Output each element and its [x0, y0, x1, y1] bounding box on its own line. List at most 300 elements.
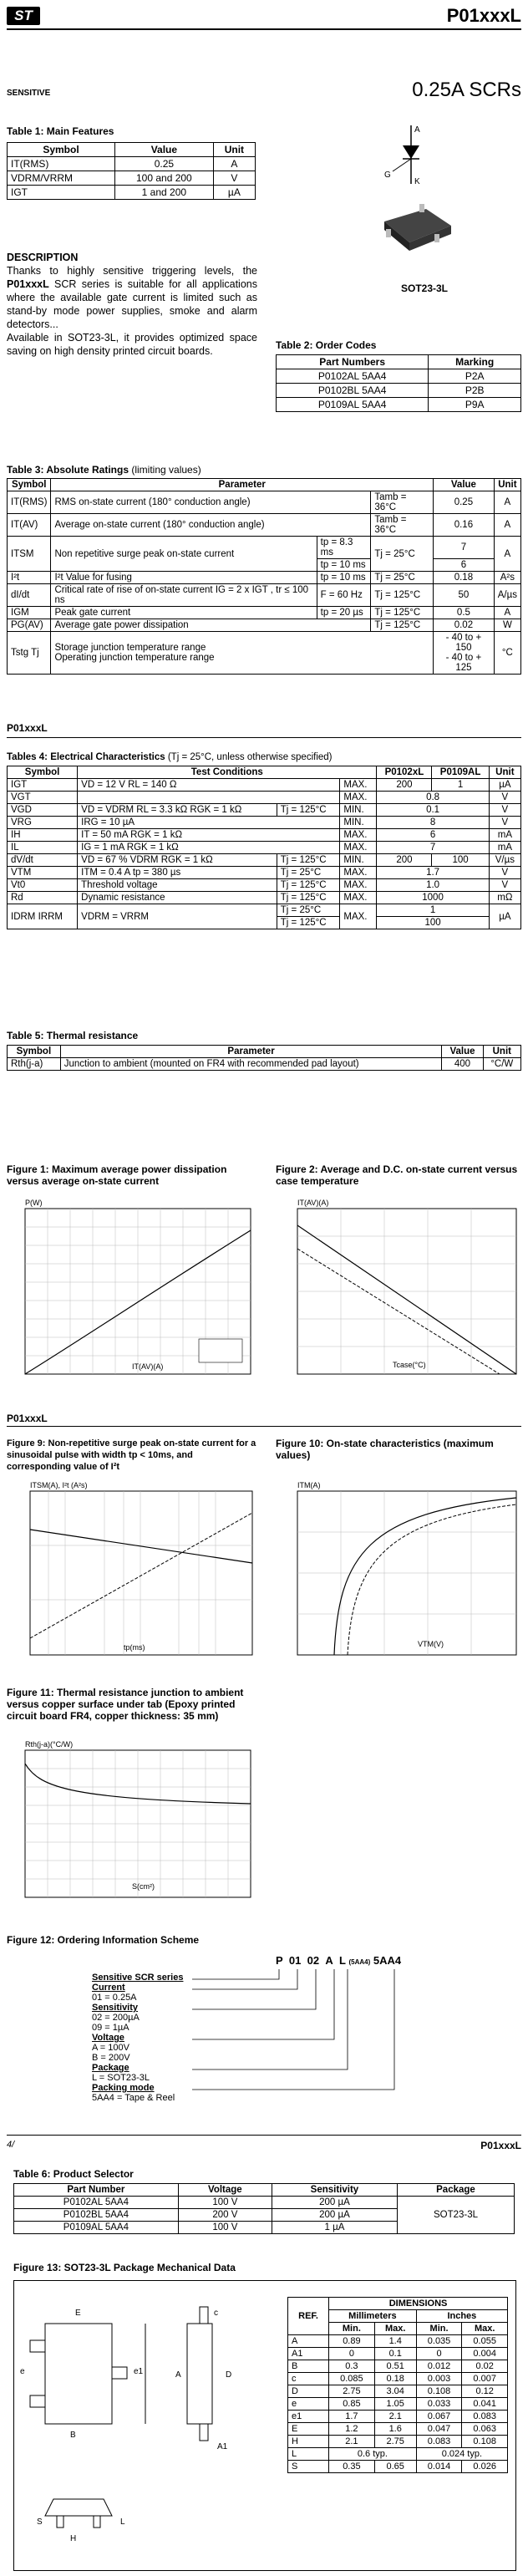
footer-part-number: P01xxxL	[480, 2140, 521, 2151]
table3-header: Unit	[494, 479, 520, 491]
svg-text:E: E	[75, 2309, 81, 2318]
fig2-chart	[276, 1197, 521, 1391]
fig1-inset	[199, 1339, 242, 1362]
ordering-scheme	[92, 1954, 426, 2121]
table3-cell: tp = 20 µs	[317, 607, 371, 619]
table4	[7, 766, 521, 929]
table4-cell: 8	[377, 817, 489, 829]
table3-caption: Table 3: Absolute Ratings (limiting values)	[7, 464, 201, 476]
table4-header: P0109AL	[432, 766, 489, 779]
table4-cell: VRG	[8, 817, 78, 829]
dims-cell: 0.108	[462, 2436, 508, 2448]
fig2-caption: Figure 2: Average and D.C. on-state current versus case temperature	[276, 1163, 518, 1187]
table4-header: Symbol	[8, 766, 78, 779]
table6-cell: P0102AL 5AA4	[14, 2197, 179, 2209]
dims-cell: 0.18	[374, 2373, 416, 2385]
table2-header: Part Numbers	[277, 355, 429, 369]
section-label-2: P01xxxL	[7, 1413, 48, 1424]
dims-cell: e1	[288, 2411, 329, 2423]
description-para-1: Thanks to highly sensitive triggering levels, the P01xxxL SCR series is suitable for all applications where the available gate current is limited such as stand-by mode power supplies, smoke and alarm detectors...	[7, 265, 257, 330]
table1-cell: V	[213, 171, 255, 186]
dims-cell: 0	[329, 2348, 375, 2360]
table5-caption: Table 5: Thermal resistance	[7, 1030, 139, 1041]
table4-cell: 0.8	[377, 792, 489, 804]
table3-header: Value	[434, 479, 495, 491]
table4-cell: MIN.	[340, 804, 377, 817]
table4-cell: 1000	[377, 892, 489, 904]
table2-header: Marking	[429, 355, 521, 369]
svg-text:L: L	[120, 2517, 125, 2527]
table3-cell: Storage junction temperature range Operating junction temperature range	[51, 632, 434, 675]
dimensions-table	[287, 2297, 508, 2473]
dims-cell: 0.063	[462, 2423, 508, 2436]
dims-cell: 1.2	[329, 2423, 375, 2436]
table3-cell: IGM	[8, 607, 51, 619]
svg-text:H: H	[70, 2534, 77, 2543]
dims-cell: 2.1	[329, 2436, 375, 2448]
fig1-svg	[7, 1197, 257, 1391]
table3-cell: F = 60 Hz	[317, 584, 371, 607]
table3-cell: A	[494, 491, 520, 514]
table3-cell: A	[494, 537, 520, 572]
table4-cell: VD = 12 V RL = 140 Ω	[78, 779, 340, 792]
dims-cell: 0.085	[329, 2373, 375, 2385]
table2-cell: P0102AL 5AA4	[277, 369, 429, 384]
table4-cell: V	[489, 879, 520, 892]
dims-cell: 0.89	[329, 2335, 375, 2348]
page-number: 4/	[7, 2140, 15, 2150]
dims-cell: 0.014	[416, 2461, 462, 2473]
table1-header: Symbol	[8, 143, 115, 157]
fig2-ylabel: IT(AV)(A)	[297, 1199, 329, 1207]
table3-cell: Tj = 125°C	[371, 619, 434, 632]
table4-cell: µA	[489, 904, 520, 929]
table5	[7, 1045, 521, 1071]
dims-cell: 0.067	[416, 2411, 462, 2423]
table6-cell: SOT23-3L	[397, 2197, 514, 2234]
table3-cell: I²t Value for fusing	[51, 572, 317, 584]
dims-cell: 2.1	[374, 2411, 416, 2423]
table5-cell: 400	[442, 1058, 483, 1071]
dims-cell: 0	[416, 2348, 462, 2360]
dims-header: Max.	[374, 2323, 416, 2335]
table2-cell: P2A	[429, 369, 521, 384]
table3-cell: Tj = 25°C	[371, 537, 434, 572]
dims-cell: 0.083	[462, 2411, 508, 2423]
fig10-xlabel: VTM(V)	[418, 1640, 444, 1648]
table4-cell: µA	[489, 779, 520, 792]
table4-cell: Rd	[8, 892, 78, 904]
dims-cell: 0.035	[416, 2335, 462, 2348]
table4-header: P0102xL	[377, 766, 432, 779]
dims-cell: H	[288, 2436, 329, 2448]
table4-cell: MAX.	[340, 792, 377, 804]
section-rule	[7, 737, 521, 738]
table3-cell: Tamb = 36°C	[371, 491, 434, 514]
page-part-number: P01xxxL	[446, 5, 521, 26]
table4-header: Test Conditions	[78, 766, 377, 779]
table6-header: Package	[397, 2184, 514, 2197]
table6-cell: 200 µA	[272, 2197, 397, 2209]
fig1-ylabel: P(W)	[25, 1199, 43, 1207]
table4-cell: V	[489, 867, 520, 879]
dims-header: DIMENSIONS	[329, 2298, 508, 2310]
table3-cell: Tstg Tj	[8, 632, 51, 675]
dims-cell: 1.4	[374, 2335, 416, 2348]
table3-cell: A	[494, 514, 520, 537]
table3-cell: Average on-state current (180° conduction angle)	[51, 514, 371, 537]
table3-cell: 50	[434, 584, 495, 607]
table3-cell: IT(AV)	[8, 514, 51, 537]
dims-cell: 0.85	[329, 2398, 375, 2411]
table6-cell: P0102BL 5AA4	[14, 2209, 179, 2222]
table4-cell: IGT	[8, 779, 78, 792]
fig9-chart	[7, 1479, 257, 1663]
table4-cell: IRG = 10 µA	[78, 817, 340, 829]
table3-cell: 0.18	[434, 572, 495, 584]
table6-cell: 100 V	[178, 2197, 272, 2209]
table4-cell: VGT	[8, 792, 78, 804]
description-heading: DESCRIPTION	[7, 252, 79, 263]
dims-cell: 0.108	[416, 2385, 462, 2398]
table4-cell: 0.1	[377, 804, 489, 817]
fig11-caption: Figure 11: Thermal resistance junction to ambient versus copper surface under tab (Epoxy printed circuit board FR4, copper thickness: 35 mm)	[7, 1687, 244, 1722]
dims-cell: 0.02	[462, 2360, 508, 2373]
table4-cell: VD = VDRM RL = 3.3 kΩ RGK = 1 kΩ	[78, 804, 277, 817]
table3-cell: RMS on-state current (180° conduction angle)	[51, 491, 371, 514]
table4-cell: V	[489, 817, 520, 829]
table6-header: Voltage	[178, 2184, 272, 2197]
dims-cell: 2.75	[374, 2436, 416, 2448]
table5-header: Parameter	[60, 1046, 442, 1058]
table4-cell: 100	[432, 854, 489, 867]
package-label: SOT23-3L	[401, 283, 449, 294]
dims-cell: 0.1	[374, 2348, 416, 2360]
dims-cell: 0.6 typ.	[329, 2448, 417, 2461]
table1-caption: Table 1: Main Features	[7, 125, 114, 137]
table3-cell: I²t	[8, 572, 51, 584]
table3-cell: - 40 to + 150 - 40 to + 125	[434, 632, 495, 675]
table2-cell: P0109AL 5AA4	[277, 398, 429, 412]
table4-cell: IDRM IRRM	[8, 904, 78, 929]
table3-cell: Peak gate current	[51, 607, 317, 619]
fig2-svg	[276, 1197, 521, 1391]
header-rule	[7, 28, 521, 30]
dims-cell: B	[288, 2360, 329, 2373]
dims-header: Min.	[329, 2323, 375, 2335]
table4-cell: MAX.	[340, 779, 377, 792]
table6-header: Sensitivity	[272, 2184, 397, 2197]
dims-header: REF.	[288, 2298, 329, 2335]
table4-cell: 200	[377, 854, 432, 867]
table4-cell: V	[489, 804, 520, 817]
table3-cell: IT(RMS)	[8, 491, 51, 514]
table1-cell: 0.25	[115, 157, 214, 171]
fig9-ylabel: ITSM(A), I²t (A²s)	[30, 1481, 88, 1489]
dims-cell: e	[288, 2398, 329, 2411]
scr-symbol-icon	[368, 125, 501, 376]
table4-cell: 1.7	[377, 867, 489, 879]
table3-cell: Non repetitive surge peak on-state current	[51, 537, 317, 572]
table4-cell: Threshold voltage	[78, 879, 277, 892]
table3-header: Parameter	[51, 479, 434, 491]
table4-cell: IT = 50 mA RGK = 1 kΩ	[78, 829, 340, 842]
table1-cell: VDRM/VRRM	[8, 171, 115, 186]
table4-cell: IH	[8, 829, 78, 842]
table1-cell: IT(RMS)	[8, 157, 115, 171]
svg-text:e1: e1	[134, 2367, 144, 2376]
table4-cell: VTM	[8, 867, 78, 879]
table6-cell: 100 V	[178, 2222, 272, 2234]
package-outline-icon	[20, 2290, 271, 2558]
table1	[7, 142, 256, 200]
dims-cell: D	[288, 2385, 329, 2398]
fig1-caption: Figure 1: Maximum average power dissipation versus average on-state current	[7, 1163, 227, 1187]
fig10-caption: Figure 10: On-state characteristics (maximum values)	[276, 1438, 494, 1461]
fig10-chart	[276, 1479, 521, 1663]
table4-cell: MAX.	[340, 892, 377, 904]
table3-cell: A	[494, 607, 520, 619]
table4-cell: MIN.	[340, 817, 377, 829]
description-para-2: Available in SOT23-3L, it provides optimized space saving on high density printed circuit boards.	[7, 332, 257, 357]
table1-cell: 1 and 200	[115, 186, 214, 200]
fig2-xlabel: Tcase(°C)	[393, 1361, 426, 1369]
table3-header: Symbol	[8, 479, 51, 491]
svg-text:A1: A1	[217, 2442, 228, 2451]
dims-cell: c	[288, 2373, 329, 2385]
svg-text:B: B	[70, 2431, 76, 2440]
svg-text:c: c	[214, 2309, 218, 2318]
table1-header: Value	[115, 143, 214, 157]
table4-cell: 6	[377, 829, 489, 842]
dims-cell: 0.055	[462, 2335, 508, 2348]
table4-cell: MAX.	[340, 867, 377, 879]
dims-cell: 0.033	[416, 2398, 462, 2411]
table4-cell: Tj = 125°C	[277, 892, 340, 904]
dims-cell: 0.024 typ.	[416, 2448, 507, 2461]
table4-cell: Tj = 125°C	[277, 804, 340, 817]
dims-cell: A	[288, 2335, 329, 2348]
table1-header: Unit	[213, 143, 255, 157]
svg-text:e: e	[20, 2367, 25, 2376]
table3-cell: tp = 10 ms	[317, 572, 371, 584]
table1-cell: A	[213, 157, 255, 171]
dims-cell: 3.04	[374, 2385, 416, 2398]
st-logo: ST	[7, 7, 40, 25]
dims-cell: 0.012	[416, 2360, 462, 2373]
table3-cell: A/µs	[494, 584, 520, 607]
table6-header: Part Number	[14, 2184, 179, 2197]
table1-cell: 100 and 200	[115, 171, 214, 186]
table3-cell: Tamb = 36°C	[371, 514, 434, 537]
dims-cell: 1.05	[374, 2398, 416, 2411]
section-rule-2	[7, 1426, 521, 1427]
svg-text:G: G	[384, 171, 391, 180]
dims-cell: A1	[288, 2348, 329, 2360]
table3-cell: 0.02	[434, 619, 495, 632]
table1-cell: µA	[213, 186, 255, 200]
table3-cell: °C	[494, 632, 520, 675]
table4-cell: 7	[377, 842, 489, 854]
description	[7, 251, 257, 358]
table2-caption: Table 2: Order Codes	[276, 339, 377, 351]
table3-cell: 0.25	[434, 491, 495, 514]
ordering-legend: Sensitive SCR series Current 01 = 0.25A Sensitivity 02 = 200µA 09 = 1µA Voltage A = 100V B = 200V Package L = SOT23-3L Packing mode 5AA4 = Tape & Reel	[92, 1973, 184, 2103]
table4-caption: Tables 4: Electrical Characteristics (Tj = 25°C, unless otherwise specified)	[7, 752, 333, 762]
dims-cell: 0.007	[462, 2373, 508, 2385]
table2	[276, 354, 521, 412]
table4-cell: Tj = 125°C	[277, 879, 340, 892]
table6-cell: 200 µA	[272, 2209, 397, 2222]
table4-cell: Tj = 25°C	[277, 867, 340, 879]
svg-text:D: D	[226, 2370, 232, 2380]
table3-cell: dI/dt	[8, 584, 51, 607]
dims-header: Min.	[416, 2323, 462, 2335]
footer-rule	[7, 2135, 521, 2136]
table3-cell: PG(AV)	[8, 619, 51, 632]
table5-header: Unit	[483, 1046, 520, 1058]
table3-cell: tp = 10 ms	[317, 559, 371, 572]
table2-cell: P9A	[429, 398, 521, 412]
table5-header: Value	[442, 1046, 483, 1058]
fig9-caption: Figure 9: Non-repetitive surge peak on-state current for a sinusoidal pulse with width tp < 10ms, and corresponding value of I²t	[7, 1438, 256, 1472]
table4-cell: VD = 67 % VDRM RGK = 1 kΩ	[78, 854, 277, 867]
dims-cell: 0.003	[416, 2373, 462, 2385]
table4-cell: IL	[8, 842, 78, 854]
svg-text:A: A	[175, 2370, 181, 2380]
table4-cell: MAX.	[340, 829, 377, 842]
fig11-chart	[7, 1739, 257, 1906]
ordering-lines	[92, 1954, 426, 2121]
table6-caption: Table 6: Product Selector	[13, 2168, 134, 2180]
table3-cell: Critical rate of rise of on-state current IG = 2 x IGT , tr ≤ 100 ns	[51, 584, 317, 607]
table1-cell: IGT	[8, 186, 115, 200]
table4-cell: dV/dt	[8, 854, 78, 867]
dims-cell: E	[288, 2423, 329, 2436]
fig11-xlabel: S(cm²)	[132, 1882, 155, 1891]
table4-cell: ITM = 0.4 A tp = 380 µs	[78, 867, 277, 879]
table4-cell: Dynamic resistance	[78, 892, 277, 904]
table4-cell: VGD	[8, 804, 78, 817]
table3-cell: 7	[434, 537, 495, 559]
table4-cell: 200	[377, 779, 432, 792]
dims-header: Max.	[462, 2323, 508, 2335]
fig1-xlabel: IT(AV)(A)	[132, 1362, 164, 1371]
table4-cell: MAX.	[340, 842, 377, 854]
table4-cell	[78, 792, 340, 804]
table5-cell: Junction to ambient (mounted on FR4 with recommended pad layout)	[60, 1058, 442, 1071]
table4-cell: Tj = 125°C	[277, 854, 340, 867]
ordering-code: P 01 02 A L (5AA4) 5AA4	[276, 1954, 402, 1967]
fig12-caption: Figure 12: Ordering Information Scheme	[7, 1934, 200, 1946]
fig10-ylabel: ITM(A)	[297, 1481, 321, 1489]
dims-cell: 0.041	[462, 2398, 508, 2411]
table3-cell: tp = 8.3 ms	[317, 537, 371, 559]
dims-cell: 0.65	[374, 2461, 416, 2473]
table4-cell: VDRM = VRRM	[78, 904, 277, 929]
dims-cell: 2.75	[329, 2385, 375, 2398]
dims-cell: 0.51	[374, 2360, 416, 2373]
table4-cell: V/µs	[489, 854, 520, 867]
table4-cell: V	[489, 792, 520, 804]
table6-cell: 1 µA	[272, 2222, 397, 2234]
svg-text:K: K	[414, 177, 420, 186]
table6-cell: 200 V	[178, 2209, 272, 2222]
table2-cell: P0102BL 5AA4	[277, 384, 429, 398]
table2-cell: P2B	[429, 384, 521, 398]
dims-cell: 0.004	[462, 2348, 508, 2360]
section-label: P01xxxL	[7, 722, 48, 734]
table4-cell: IG = 1 mA RGK = 1 kΩ	[78, 842, 340, 854]
dims-cell: L	[288, 2448, 329, 2461]
table4-cell: MAX.	[340, 879, 377, 892]
table4-cell: mΩ	[489, 892, 520, 904]
dims-cell: 0.026	[462, 2461, 508, 2473]
table3-cell: Tj = 125°C	[371, 584, 434, 607]
table6	[13, 2183, 515, 2234]
dims-cell: 1.6	[374, 2423, 416, 2436]
table3-cell: ITSM	[8, 537, 51, 572]
table3-cell: A²s	[494, 572, 520, 584]
fig13-caption: Figure 13: SOT23-3L Package Mechanical Data	[13, 2262, 236, 2273]
dims-cell: S	[288, 2461, 329, 2473]
fig9-xlabel: tp(ms)	[124, 1643, 145, 1652]
symbol-and-package	[368, 125, 501, 376]
svg-text:S: S	[37, 2517, 43, 2527]
sot23-package-icon	[384, 204, 451, 251]
dims-header: Millimeters	[329, 2310, 417, 2323]
dims-cell: 0.083	[416, 2436, 462, 2448]
fig11-ylabel: Rth(j-a)(°C/W)	[25, 1740, 74, 1749]
table5-cell: °C/W	[483, 1058, 520, 1071]
dims-cell: 0.12	[462, 2385, 508, 2398]
fig1-chart	[7, 1197, 257, 1391]
table4-cell: mA	[489, 842, 520, 854]
svg-text:A: A	[414, 125, 420, 135]
table3-cell: Average gate power dissipation	[51, 619, 371, 632]
table4-cell: mA	[489, 829, 520, 842]
table4-cell: MIN.	[340, 854, 377, 867]
table3-cell: Tj = 25°C	[371, 572, 434, 584]
dims-cell: 1.7	[329, 2411, 375, 2423]
table4-cell: 100	[377, 917, 489, 929]
table4-cell: 1	[377, 904, 489, 917]
dims-cell: 0.047	[416, 2423, 462, 2436]
table3-cell: 6	[434, 559, 495, 572]
table4-cell: Tj = 25°C	[277, 904, 340, 917]
table3-cell: 0.16	[434, 514, 495, 537]
table4-header: Unit	[489, 766, 520, 779]
dims-cell: 0.3	[329, 2360, 375, 2373]
dims-cell: 0.35	[329, 2461, 375, 2473]
sensitive-label: SENSITIVE	[7, 89, 51, 98]
package-drawing	[20, 2290, 271, 2560]
table4-cell: MAX.	[340, 904, 377, 929]
table4-cell: 1.0	[377, 879, 489, 892]
page-subtitle: 0.25A SCRs	[412, 79, 521, 101]
table4-cell: 1	[432, 779, 489, 792]
table3-cell: W	[494, 619, 520, 632]
table4-cell: Vt0	[8, 879, 78, 892]
table5-header: Symbol	[8, 1046, 61, 1058]
table3-cell: Tj = 125°C	[371, 607, 434, 619]
table5-cell: Rth(j-a)	[8, 1058, 61, 1071]
table4-cell: Tj = 125°C	[277, 917, 340, 929]
table6-cell: P0109AL 5AA4	[14, 2222, 179, 2234]
table3-cell: 0.5	[434, 607, 495, 619]
table3	[7, 478, 521, 675]
dims-header: Inches	[416, 2310, 507, 2323]
